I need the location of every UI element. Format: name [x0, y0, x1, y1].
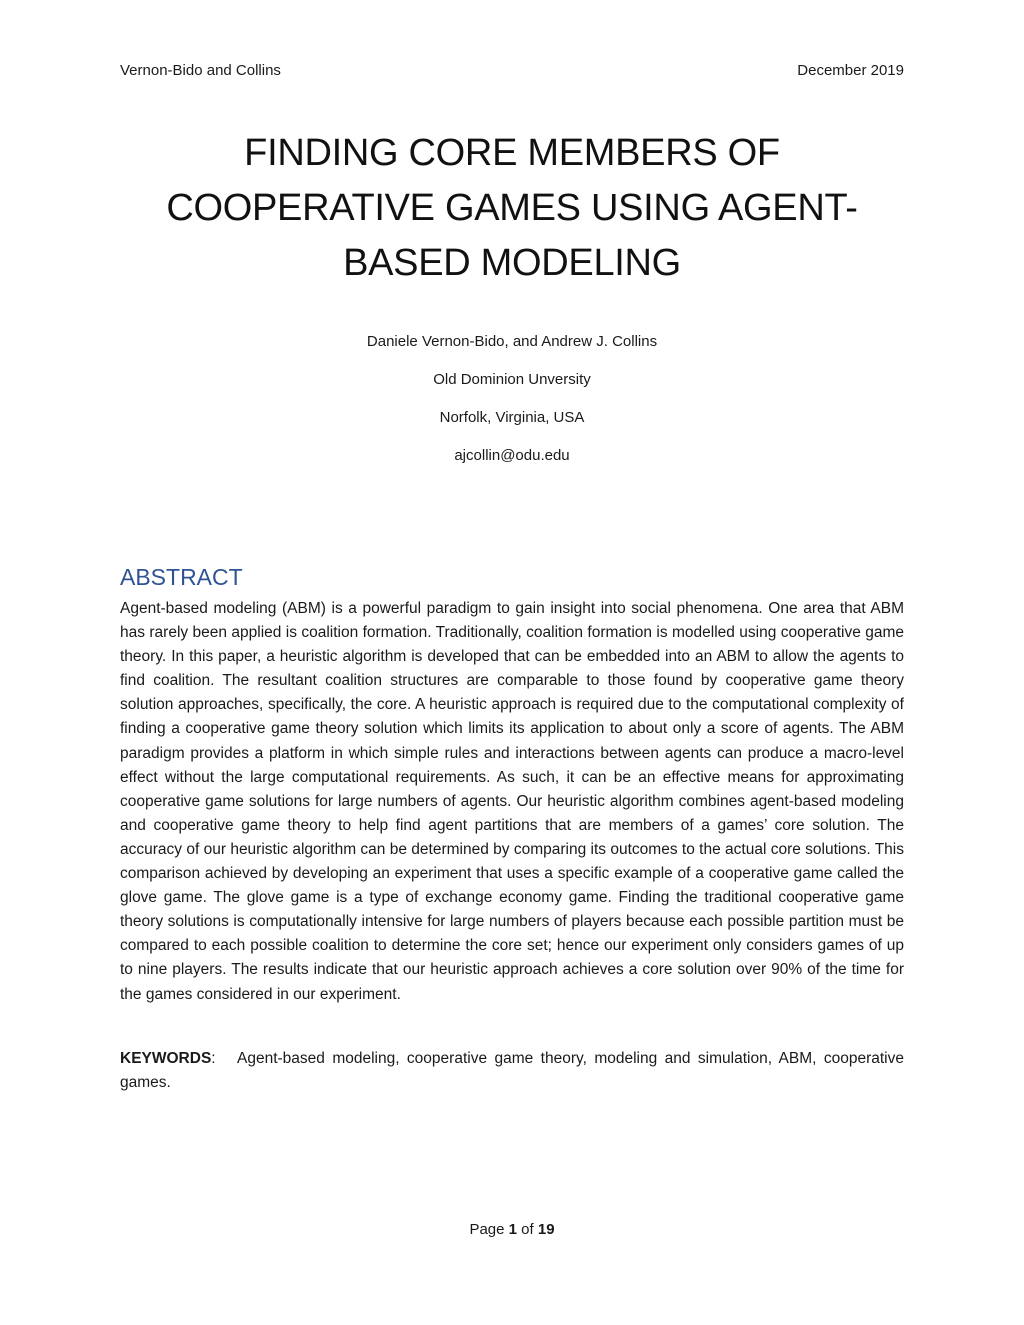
paper-title: [120, 126, 904, 291]
footer-page-number: 1: [508, 1221, 517, 1238]
abstract-body: Agent-based modeling (ABM) is a powerful paradigm to gain insight into social phenomena. One area that ABM has rarely been applied is coalition formation. Traditionally, coalition formation is modelled using cooperative game theory. In this paper, a heuristic algorithm is developed that can be embedded into an ABM to allow the agents to find coalition. The resultant coalition structures are comparable to those found by cooperative game theory solution approaches, specifically, the core. A heuristic approach is required due to the computational complexity of finding a cooperative game theory solution which limits its application to about only a score of agents. The ABM paradigm provides a platform in which simple rules and interactions between agents can produce a macro-level effect without the large computational requirements. As such, it can be an effective means for approximating cooperative game solutions for large numbers of agents. Our heuristic algorithm combines agent-based modeling and cooperative game theory to help find agent partitions that are members of a games’ core solution. The accuracy of our heuristic algorithm can be determined by comparing its outcomes to the actual core solutions. This comparison achieved by developing an experiment that uses a specific example of a cooperative game called the glove game. The glove game is a type of exchange economy game. Finding the traditional cooperative game theory solutions is computationally intensive for large numbers of players because each possible partition must be compared to each possible coalition to determine the core set; hence our experiment only considers games of up to nine players. The results indicate that our heuristic approach achieves a core solution over 90% of the time for the games considered in our experiment.: [120, 600, 904, 1003]
author-block: [120, 331, 904, 483]
footer-of: of: [521, 1221, 534, 1238]
footer-page-total: 19: [537, 1221, 555, 1238]
author-affiliation: Old Dominion Unversity: [433, 371, 591, 388]
header-authors: Vernon-Bido and Collins: [120, 62, 281, 79]
title-line: BASED MODELING: [343, 242, 681, 284]
title-line: COOPERATIVE GAMES USING AGENT-: [166, 187, 858, 229]
running-header: [120, 62, 904, 84]
page-footer: [120, 1221, 904, 1238]
author-location: Norfolk, Virginia, USA: [439, 409, 585, 426]
author-names: Daniele Vernon-Bido, and Andrew J. Collins: [366, 333, 658, 350]
footer-page-prefix: Page: [469, 1221, 505, 1238]
keywords-label: KEYWORDS: [120, 1050, 212, 1067]
abstract-heading: ABSTRACT: [120, 564, 243, 590]
title-line: FINDING CORE MEMBERS OF: [244, 132, 780, 174]
keywords-paragraph: KEYWORDS: Agent-based modeling, cooperative game theory, modeling and simulation, ABM, cooperative games.: [120, 1050, 904, 1092]
author-email: ajcollin@odu.edu: [454, 447, 570, 464]
header-date: December 2019: [797, 62, 904, 79]
keywords-text: Agent-based modeling, cooperative game theory, modeling and simulation, ABM, cooperative games.: [120, 1050, 904, 1092]
